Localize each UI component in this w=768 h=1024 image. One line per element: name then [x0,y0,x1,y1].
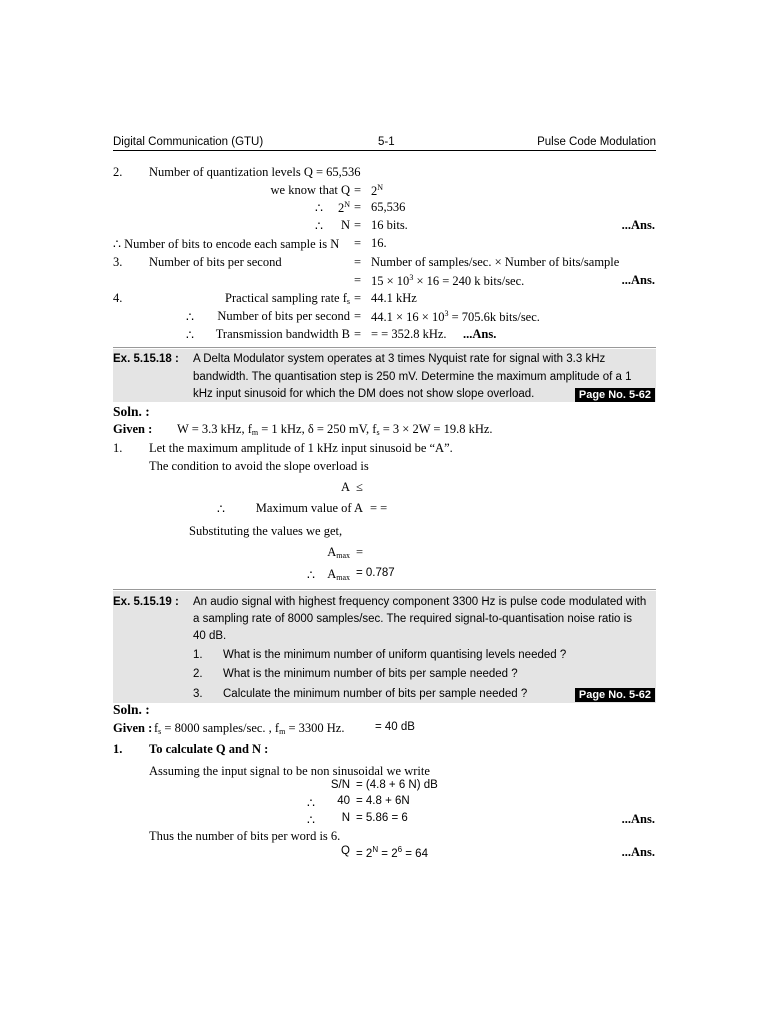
header-page-number: 5-1 [378,136,395,148]
eq-rhs: 65,536 [371,200,406,214]
header-right: Pulse Code Modulation [537,136,656,148]
eq-sign: = [354,218,362,232]
eq-rhs: = 5.86 = 6 [356,812,408,824]
question-text: What is the minimum number of bits per sample needed ? [223,668,518,680]
example-label: Ex. 5.15.19 : [113,596,179,608]
eq-rhs: 16. [371,236,387,250]
eq-lhs: Transmission bandwidth B [215,327,350,341]
eq-sign: = [354,309,362,323]
eq-rhs: = 4.8 + 6N [356,795,410,807]
solution-text: Substituting the values we get, [189,524,343,538]
subheading: To calculate Q and N : [149,742,269,756]
example-rule [113,347,656,348]
example-rule [113,589,656,590]
item-number: 4. [113,291,123,305]
example-text-line: a sampling rate of 8000 samples/sec. The required signal-to-quantisation noise ratio is [193,613,632,625]
eq-sign: = [354,291,362,305]
eq-rhs: $2^N$ [371,183,384,198]
therefore-symbol: ∴ [307,796,315,810]
eq-sign: = [356,545,364,559]
eq-rhs: = = 352.8 kHz. [371,327,447,341]
eq-lhs: Maximum value of A [255,501,363,515]
example-text-line: bandwidth. The quantisation step is 250 mV. Determine the maximum amplitude of a 1 [193,371,632,383]
header-left: Digital Communication (GTU) [113,136,264,148]
eq-sign: = [354,200,362,214]
eq-lhs: $A_{max}$ [327,545,350,560]
eq-rhs: = (4.8 + 6 N) dB [356,779,438,791]
answer-marker: ...Ans. [621,845,655,859]
eq-sign: ≤ [356,480,363,494]
solution-heading: Soln. : [113,404,150,419]
therefore-symbol: ∴ [315,201,323,215]
eq-lhs: we know that Q [270,183,350,197]
example-text-line: An audio signal with highest frequency component 3300 Hz is pulse code modulated with [193,596,647,608]
eq-rhs: 16 bits. [371,218,408,232]
item-number: 1. [113,441,123,455]
eq-rhs: = = [370,501,388,515]
eq-lhs: Practical sampling rate $f_s$ [225,291,350,306]
therefore-symbol: ∴ [186,328,194,342]
eq-sign: = [354,327,362,341]
answer-marker: ...Ans. [621,218,655,232]
eq-rhs: = 0.787 [356,567,395,579]
eq-rhs: Number of samples/sec. × Number of bits/sample [371,255,620,269]
therefore-symbol: ∴ [307,568,315,582]
eq-lhs: 40 [337,795,350,807]
question-number: 3. [193,688,203,700]
solution-heading: Soln. : [113,702,150,717]
therefore-symbol: ∴ [186,310,194,324]
question-number: 1. [193,649,203,661]
example-text-line: A Delta Modulator system operates at 3 times Nyquist rate for signal with 3.3 kHz [193,353,606,365]
answer-marker: ...Ans. [621,273,655,287]
given-values: W = 3.3 kHz, $f_m = 1$ kHz, δ = 250 mV, $f_s = 3 \times 2W = 19.8$ kHz. [177,422,493,437]
eq-lhs: N [340,218,350,232]
eq-lhs: ∴ Number of bits to encode each sample is N [113,237,340,251]
page-reference-badge: Page No. 5-62 [575,388,655,402]
eq-lhs: N [341,812,350,824]
eq-rhs: 44.1 kHz [371,291,417,305]
eq-sign: = [354,183,362,197]
eq-sign: = [354,255,362,269]
given-snr: = 40 dB [375,721,415,733]
solution-text: Let the maximum amplitude of 1 kHz input sinusoid be “A”. [149,441,453,455]
given-label: Given : [113,721,153,735]
answer-marker: ...Ans. [463,327,497,341]
eq-lhs: $2^N$ [337,200,350,215]
eq-sign: = [354,273,362,287]
therefore-symbol: ∴ [217,502,225,516]
eq-sign: = [354,236,362,250]
question-text: What is the minimum number of uniform quantising levels needed ? [223,649,567,661]
example-text-line: 40 dB. [193,630,227,642]
eq-lhs: Number of bits per second [149,255,282,269]
eq-lhs: Number of bits per second [217,309,350,323]
eq-lhs: Q [341,845,350,857]
question-text: Calculate the minimum number of bits per sample needed ? [223,688,528,700]
given-values: $f_s = 8000$ samples/sec. , $f_m = 3300$ Hz. [154,721,345,736]
answer-marker: ...Ans. [621,812,655,826]
therefore-symbol: ∴ [307,813,315,827]
item-number: 2. [113,165,123,179]
solution-text: Thus the number of bits per word is 6. [149,829,341,843]
eq-rhs: = $2^N = 2^6 = 64$ [356,845,428,860]
eq-rhs: $44.1 \times 16 \times 10^3 = 705.6k$ bits/sec. [371,309,540,324]
eq-lhs: S/N [330,779,350,791]
page-reference-badge: Page No. 5-62 [575,688,655,702]
eq-lhs: A [340,480,350,494]
question-number: 2. [193,668,203,680]
solution-text: Assuming the input signal to be non sinusoidal we write [149,764,430,778]
therefore-symbol: ∴ [315,219,323,233]
item-number: 1. [113,742,123,756]
given-label: Given : [113,422,153,436]
example-text-line: kHz input sinusoid for which the DM does not show slope overload. [193,388,535,400]
eq-rhs: $15 \times 10^3 \times 16 = 240$ k bits/sec. [371,273,525,288]
item-number: 3. [113,255,123,269]
example-label: Ex. 5.15.18 : [113,353,179,365]
solution-text: The condition to avoid the slope overload is [149,459,369,473]
quantization-levels-text: Number of quantization levels Q = 65,536 [149,165,361,179]
eq-lhs: $A_{max}$ [327,567,350,582]
header-rule [113,150,656,151]
